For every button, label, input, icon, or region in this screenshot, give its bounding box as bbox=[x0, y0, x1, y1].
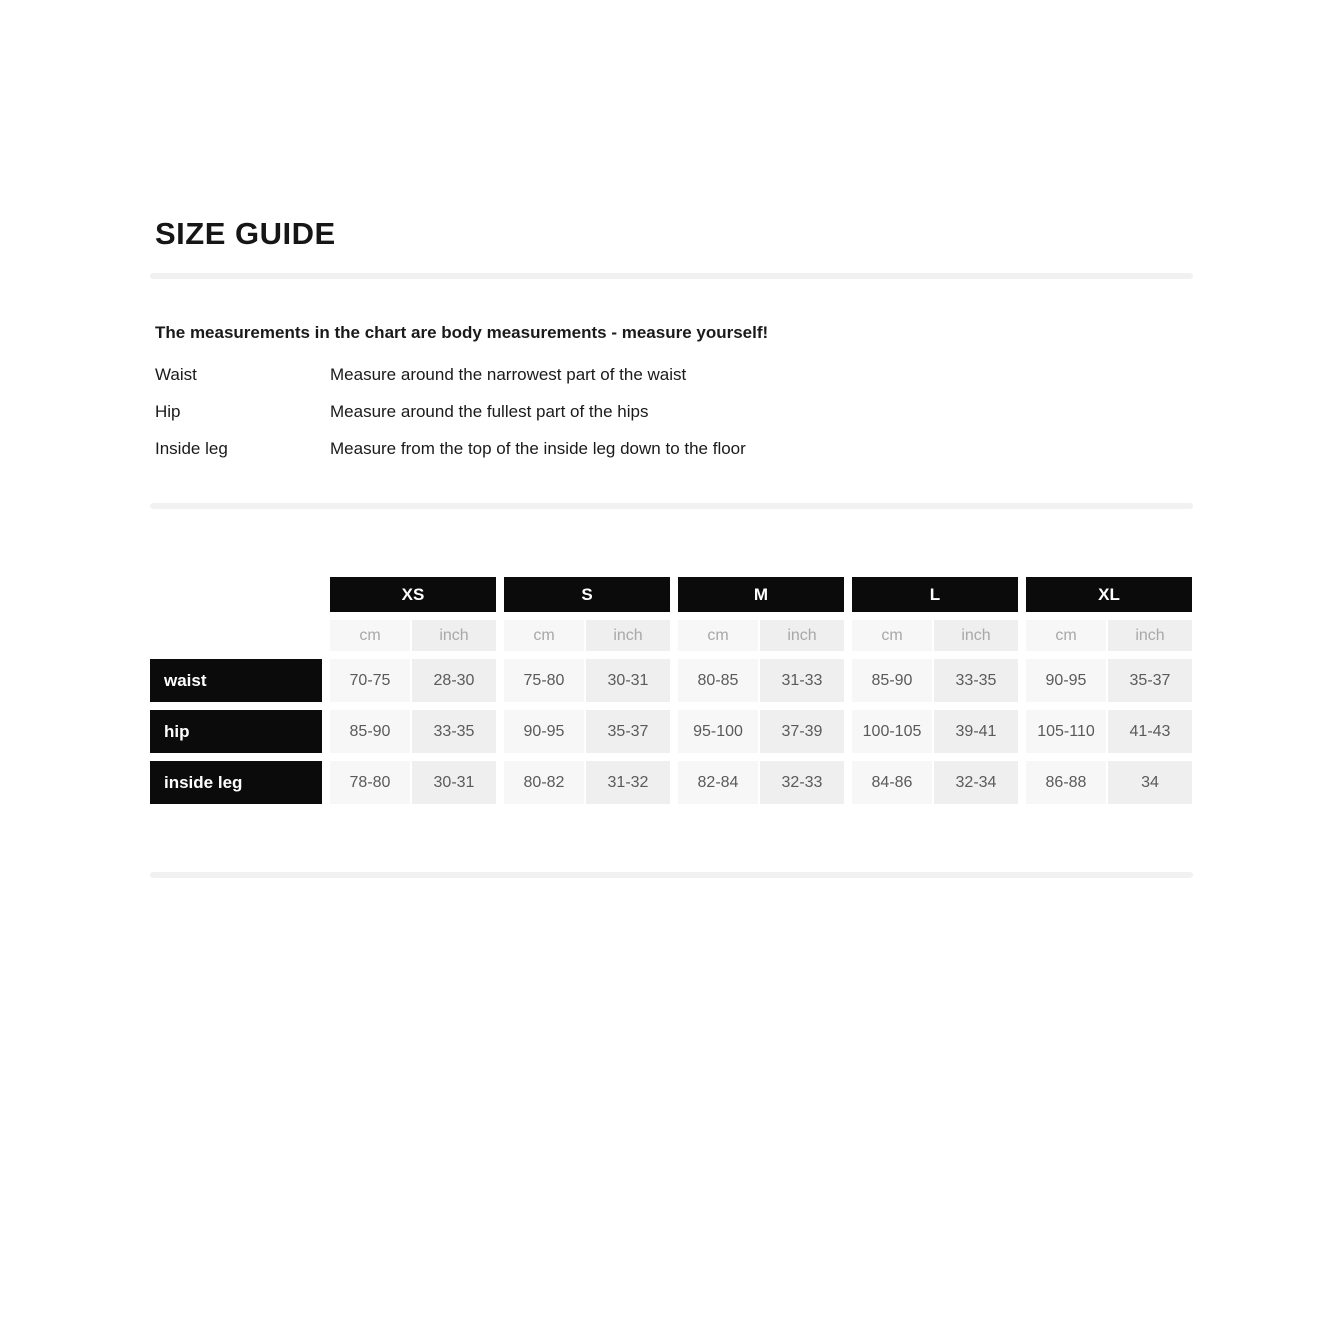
row-label-hip: hip bbox=[150, 710, 322, 753]
table-row-inside-leg bbox=[150, 761, 1193, 804]
value-cell: 32-34 bbox=[934, 761, 1018, 804]
unit-group-xs bbox=[330, 620, 496, 651]
value-cell: 41-43 bbox=[1108, 710, 1192, 753]
value-cell: 70-75 bbox=[330, 659, 410, 702]
value-cell: 95-100 bbox=[678, 710, 758, 753]
size-guide-content bbox=[150, 0, 1193, 878]
value-cell: 80-85 bbox=[678, 659, 758, 702]
unit-group-m bbox=[678, 620, 844, 651]
page-title: SIZE GUIDE bbox=[155, 216, 336, 251]
instruction-description: Measure from the top of the inside leg down to the floor bbox=[330, 439, 746, 458]
value-cell: 84-86 bbox=[852, 761, 932, 804]
value-cell: 33-35 bbox=[412, 710, 496, 753]
unit-header-cm: cm bbox=[852, 620, 932, 651]
unit-header-inch: inch bbox=[412, 620, 496, 651]
value-cell: 86-88 bbox=[1026, 761, 1106, 804]
size-header-xl: XL bbox=[1026, 577, 1192, 612]
instruction-row-hip bbox=[155, 401, 1193, 423]
value-cell: 32-33 bbox=[760, 761, 844, 804]
unit-header-cm: cm bbox=[678, 620, 758, 651]
value-cell: 35-37 bbox=[586, 710, 670, 753]
size-header-l: L bbox=[852, 577, 1018, 612]
value-cell: 34 bbox=[1108, 761, 1192, 804]
size-header-xs: XS bbox=[330, 577, 496, 612]
value-cell: 85-90 bbox=[330, 710, 410, 753]
value-cell: 39-41 bbox=[934, 710, 1018, 753]
value-cell: 80-82 bbox=[504, 761, 584, 804]
header-spacer bbox=[150, 577, 322, 612]
instruction-description: Measure around the fullest part of the hips bbox=[330, 402, 649, 421]
instruction-row-waist bbox=[155, 364, 1193, 386]
value-cell: 30-31 bbox=[412, 761, 496, 804]
unit-group-s bbox=[504, 620, 670, 651]
instruction-label: Inside leg bbox=[155, 439, 228, 458]
value-cell: 85-90 bbox=[852, 659, 932, 702]
value-cell: 37-39 bbox=[760, 710, 844, 753]
value-cell: 78-80 bbox=[330, 761, 410, 804]
section-divider bbox=[150, 503, 1193, 509]
header-spacer bbox=[150, 620, 322, 651]
unit-header-inch: inch bbox=[586, 620, 670, 651]
measurement-instructions bbox=[155, 364, 1193, 460]
table-row-hip bbox=[150, 710, 1193, 753]
value-cell: 30-31 bbox=[586, 659, 670, 702]
value-cell: 33-35 bbox=[934, 659, 1018, 702]
instruction-row-inside-leg bbox=[155, 438, 1193, 460]
unit-group-l bbox=[852, 620, 1018, 651]
unit-header-inch: inch bbox=[934, 620, 1018, 651]
instruction-label: Waist bbox=[155, 365, 197, 384]
unit-header-inch: inch bbox=[1108, 620, 1192, 651]
unit-header-row bbox=[150, 620, 1193, 651]
size-header-s: S bbox=[504, 577, 670, 612]
value-cell: 75-80 bbox=[504, 659, 584, 702]
value-cell: 35-37 bbox=[1108, 659, 1192, 702]
size-header-m: M bbox=[678, 577, 844, 612]
unit-header-cm: cm bbox=[504, 620, 584, 651]
size-table bbox=[150, 577, 1193, 804]
unit-group-xl bbox=[1026, 620, 1192, 651]
value-cell: 105-110 bbox=[1026, 710, 1106, 753]
intro-text: The measurements in the chart are body measurements - measure yourself! bbox=[155, 323, 769, 342]
value-cell: 31-33 bbox=[760, 659, 844, 702]
row-label-waist: waist bbox=[150, 659, 322, 702]
section-divider bbox=[150, 273, 1193, 279]
value-cell: 90-95 bbox=[1026, 659, 1106, 702]
unit-header-cm: cm bbox=[1026, 620, 1106, 651]
unit-header-inch: inch bbox=[760, 620, 844, 651]
table-row-waist bbox=[150, 659, 1193, 702]
value-cell: 31-32 bbox=[586, 761, 670, 804]
value-cell: 100-105 bbox=[852, 710, 932, 753]
row-label-inside-leg: inside leg bbox=[150, 761, 322, 804]
value-cell: 28-30 bbox=[412, 659, 496, 702]
section-divider bbox=[150, 872, 1193, 878]
size-header-row bbox=[150, 577, 1193, 612]
instruction-description: Measure around the narrowest part of the waist bbox=[330, 365, 687, 384]
value-cell: 82-84 bbox=[678, 761, 758, 804]
value-cell: 90-95 bbox=[504, 710, 584, 753]
instruction-label: Hip bbox=[155, 402, 181, 421]
unit-header-cm: cm bbox=[330, 620, 410, 651]
